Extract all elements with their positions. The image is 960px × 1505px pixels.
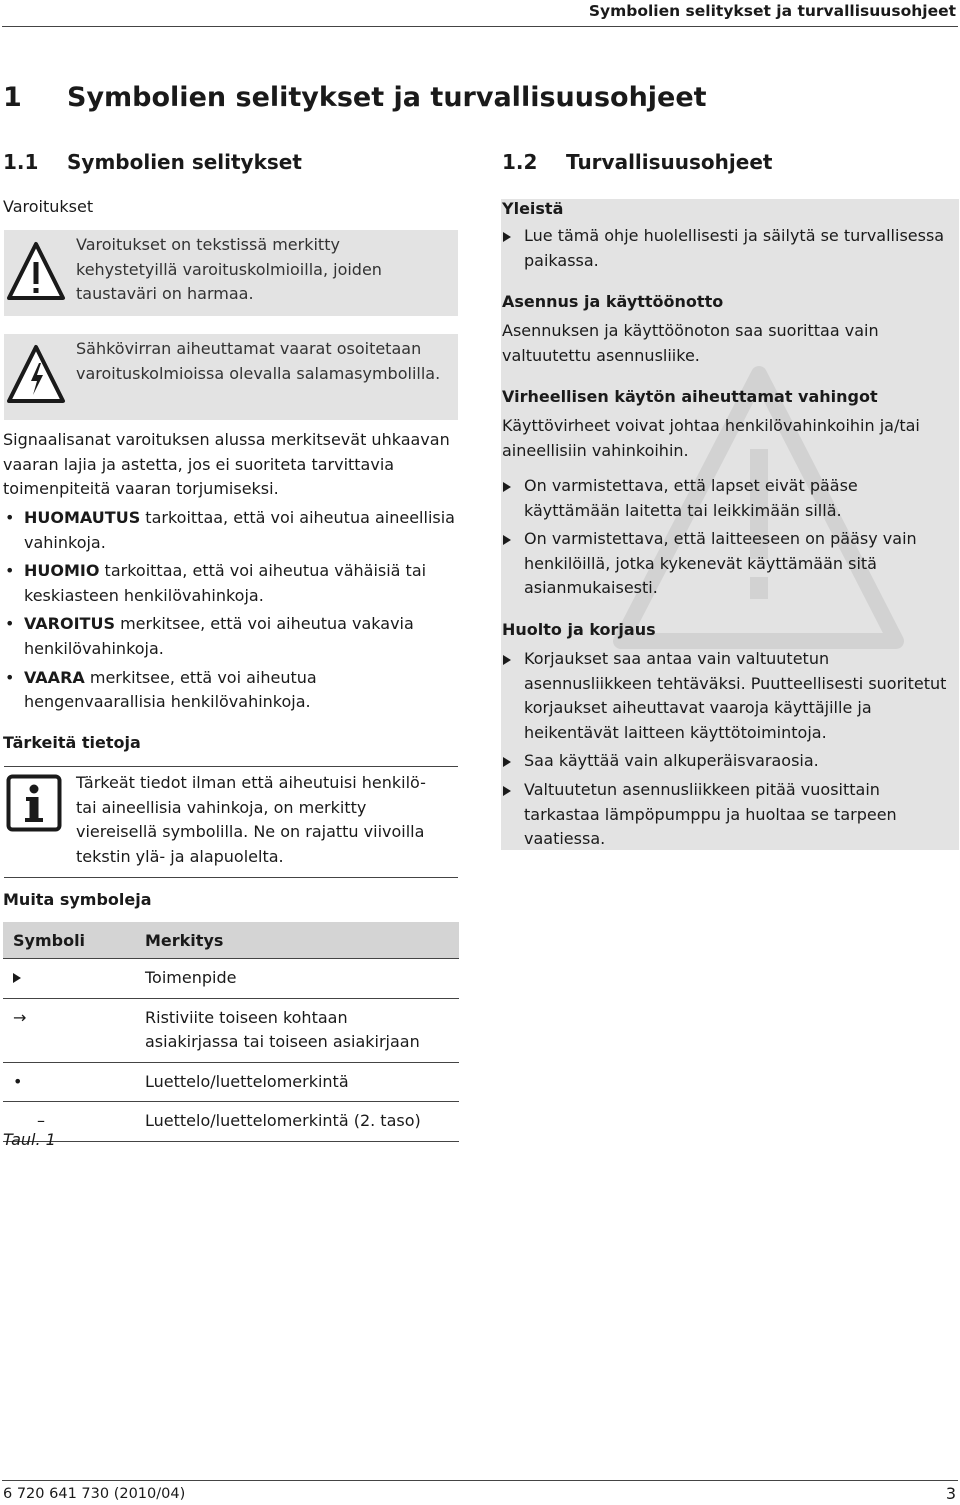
list-item — [3, 666, 459, 715]
info-icon — [6, 774, 62, 832]
list-item — [502, 474, 958, 523]
chapter-title-text: Symbolien selitykset ja turvallisuusohjeet — [67, 82, 707, 113]
bullet-icon: • — [3, 1062, 135, 1102]
warnings-heading: Varoitukset — [3, 197, 94, 216]
list-item — [502, 224, 954, 273]
list-item-text: Valtuutetun asennusliikkeen pitää vuosittain tarkastaa lämpöpumppu ja huoltaa se tarpeen vaatiessa. — [524, 779, 897, 849]
action-arrow-icon — [503, 232, 511, 242]
warning-triangle-icon — [6, 240, 66, 304]
list-item — [3, 612, 459, 661]
list-item-text: Korjaukset saa antaa vain valtuutetun asennusliikkeen tehtäväksi. Puutteellisesti suoritetut korjaukset aiheuttavat vaaroja käyttäjille ja heikentävät laitteen käyttötoimintoja. — [524, 649, 947, 742]
table-row — [3, 959, 459, 999]
table-caption: Taul. 1 — [3, 1130, 56, 1149]
header-rule — [2, 26, 958, 27]
signal-word: VAARA — [24, 667, 85, 687]
list-item-text: On varmistettava, että laitteeseen on pääsy vain henkilöillä, jotka kykenevät käyttämään sitä asianmukaisesti. — [524, 529, 917, 598]
list-item-text: On varmistettava, että lapset eivät pääse käyttämään laitetta tai leikkimään sillä. — [524, 476, 858, 520]
general-heading: Yleistä — [502, 199, 564, 218]
misuse-list — [502, 474, 958, 605]
action-arrow-icon — [503, 655, 511, 665]
cross-reference-arrow-icon: → — [3, 998, 135, 1062]
list-item-text: Lue tämä ohje huolellisesti ja säilytä se turvallisessa paikassa. — [524, 226, 945, 270]
table-row — [3, 998, 459, 1062]
dash-icon: – — [3, 1102, 135, 1142]
footer-rule — [2, 1480, 958, 1481]
document-number: 6 720 641 730 (2010/04) — [3, 1486, 186, 1502]
signal-words-list — [3, 506, 459, 719]
warning-box-electric-text: Sähkövirran aiheuttamat vaarat osoitetaan varoituskolmioissa olevalla salamasymbolilla. — [76, 339, 441, 383]
table-cell: Luettelo/luettelomerkintä — [135, 1062, 459, 1102]
list-item — [3, 506, 459, 555]
section-title-1-1 — [3, 150, 302, 174]
signal-word: VAROITUS — [24, 614, 115, 634]
section-number: 1.2 — [502, 150, 538, 174]
service-heading: Huolto ja korjaus — [502, 620, 656, 639]
signal-word-meaning: merkitsee, että voi aiheutua hengenvaarallisia henkilövahinkoja. — [24, 667, 317, 712]
action-arrow-icon — [503, 535, 511, 545]
misuse-text: Käyttövirheet voivat johtaa henkilövahinkoihin ja/tai aineellisiin vahinkoihin. — [502, 416, 920, 460]
warning-box-general-text: Varoitukset on tekstissä merkitty kehystetyillä varoituskolmioilla, joiden taustaväri on harmaa. — [76, 235, 382, 304]
install-heading: Asennus ja käyttöönotto — [502, 292, 724, 311]
important-info-text: Tärkeät tiedot ilman että aiheutuisi henkilö- tai aineellisia vahinkoja, on merkitty viereisellä symbolilla. Ne on rajattu viivoilla tekstin ylä- ja alapuolelta. — [76, 773, 426, 866]
list-item — [502, 647, 958, 745]
section-number: 1.1 — [3, 150, 39, 174]
general-list — [502, 224, 954, 277]
section-title-1-2 — [502, 150, 772, 174]
table-row — [3, 1062, 459, 1102]
signal-word-meaning: tarkoittaa, että voi aiheutua vähäisiä tai keskiasteen henkilövahinkoja. — [24, 561, 427, 605]
chapter-title — [3, 82, 707, 113]
action-arrow-icon — [503, 757, 511, 767]
other-symbols-heading: Muita symboleja — [3, 890, 152, 909]
electric-warning-triangle-icon — [6, 343, 66, 407]
table-cell: Toimenpide — [135, 959, 459, 999]
page-number: 3 — [945, 1484, 956, 1503]
info-rule-top — [4, 766, 458, 767]
install-text: Asennuksen ja käyttöönoton saa suorittaa vain valtuutettu asennusliike. — [502, 321, 879, 365]
important-info-heading: Tärkeitä tietoja — [3, 733, 141, 752]
signal-word: HUOMIO — [24, 561, 100, 581]
chapter-number: 1 — [3, 82, 22, 113]
misuse-heading: Virheellisen käytön aiheuttamat vahingot — [502, 387, 878, 406]
running-header: Symbolien selitykset ja turvallisuusohjeet — [588, 2, 956, 20]
list-item — [3, 559, 459, 608]
list-item — [502, 527, 958, 601]
signal-word: HUOMAUTUS — [24, 508, 141, 527]
symbols-table — [3, 922, 459, 1142]
table-header-cell: Symboli — [3, 922, 135, 959]
table-row — [3, 1102, 459, 1142]
signal-word-meaning: merkitsee, että voi aiheutua vakavia henkilövahinkoja. — [24, 614, 414, 658]
section-title-text: Turvallisuusohjeet — [566, 150, 773, 174]
section-title-text: Symbolien selitykset — [67, 150, 302, 174]
list-item — [502, 749, 958, 774]
table-header-cell: Merkitys — [135, 922, 459, 959]
table-cell: Ristiviite toiseen kohtaan asiakirjassa tai toiseen asiakirjaan — [135, 998, 459, 1062]
action-arrow-icon — [503, 482, 511, 492]
table-cell: Luettelo/luettelomerkintä (2. taso) — [135, 1102, 459, 1142]
table-header-row — [3, 922, 459, 959]
list-item — [502, 778, 958, 852]
service-list — [502, 647, 958, 856]
signal-words-paragraph: Signaalisanat varoituksen alussa merkitsevät uhkaavan vaaran lajia ja astetta, jos ei suoriteta tarvittavia toimenpiteitä vaaran torjumiseksi. — [3, 430, 450, 499]
action-arrow-icon — [3, 959, 135, 999]
signal-word-meaning: tarkoittaa, että voi aiheutua aineellisia vahinkoja. — [24, 508, 455, 552]
info-rule-bottom — [4, 877, 458, 878]
action-arrow-icon — [503, 786, 511, 796]
list-item-text: Saa käyttää vain alkuperäisvaraosia. — [524, 751, 819, 771]
